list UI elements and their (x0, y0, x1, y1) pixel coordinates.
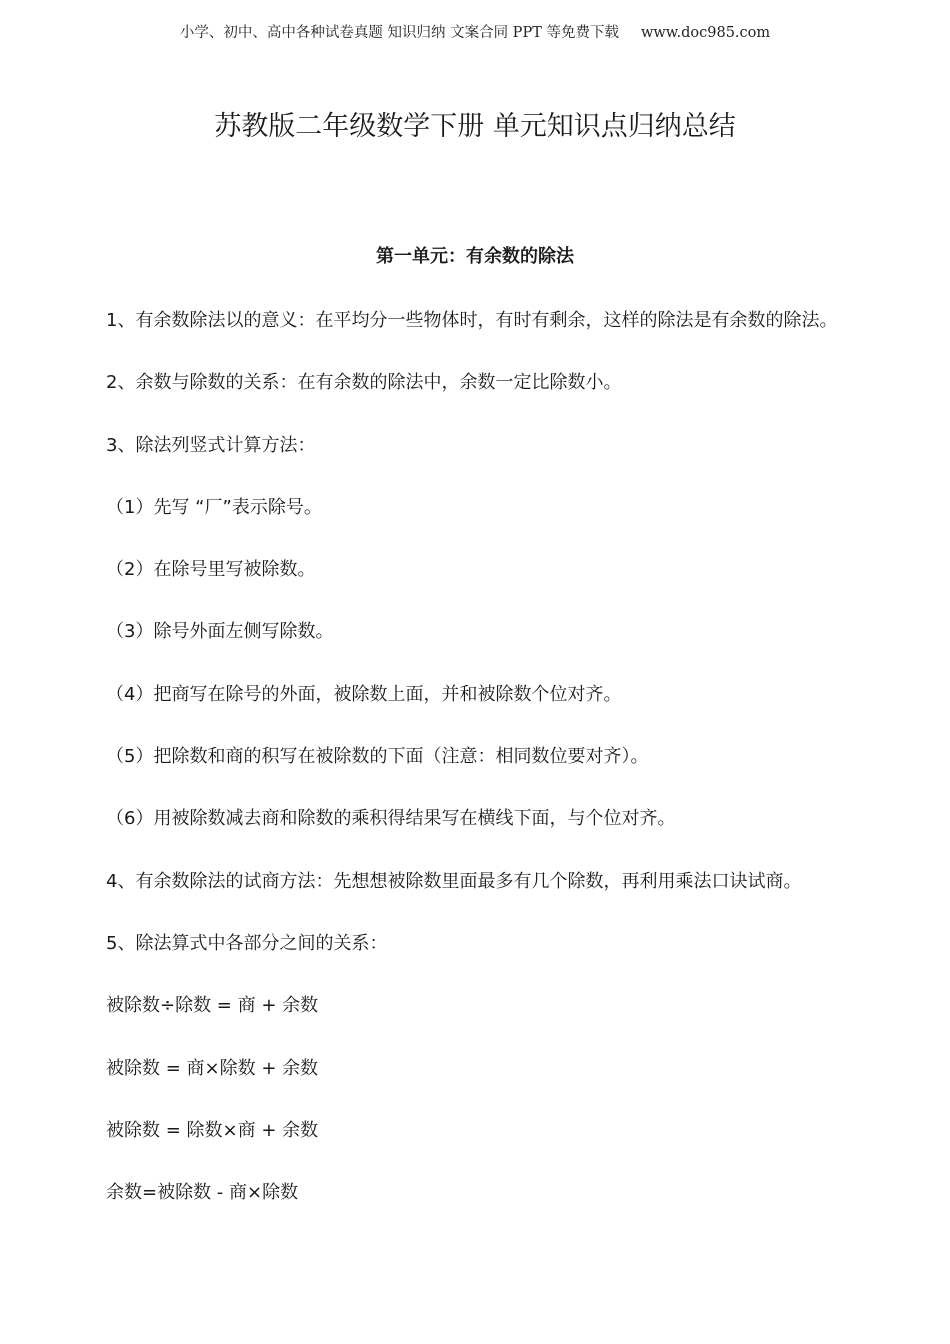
formula-line-3: 被除数 = 除数×商 + 余数 (106, 1119, 319, 1141)
formula-line-1: 被除数÷除数 = 商 + 余数 (106, 995, 319, 1017)
content-line-8: （5）把除数和商的积写在被除数的下面（注意：相同数位要对齐）。 (106, 746, 649, 768)
content-line-4: （1）先写 “厂”表示除号。 (106, 496, 322, 518)
formula-line-4: 余数=被除数 - 商×除数 (106, 1182, 299, 1204)
content-line-10: 4、有余数除法的试商方法：先想想被除数里面最多有几个除数，再利用乘法口诀试商。 (106, 870, 802, 892)
page-header (0, 22, 950, 44)
content-line-7: （4）把商写在除号的外面，被除数上面，并和被除数个位对齐。 (106, 683, 622, 705)
content-line-9: （6）用被除数减去商和除数的乘积得结果写在横线下面，与个位对齐。 (106, 808, 676, 830)
content-line-1: 1、有余数除法以的意义：在平均分一些物体时，有时有剩余，这样的除法是有余数的除法。 (106, 310, 838, 331)
content-line-5: （2）在除号里写被除数。 (106, 559, 316, 581)
header-banner-text: 小学、初中、高中各种试卷真题 知识归纳 文案合同 PPT 等免费下载 (179, 25, 619, 41)
content-line-11: 5、除法算式中各部分之间的关系： (106, 932, 388, 954)
section-title: 第一单元：有余数的除法 (376, 246, 574, 267)
document-title: 苏教版二年级数学下册 单元知识点归纳总结 (214, 111, 736, 142)
content-line-3: 3、除法列竖式计算方法： (106, 434, 316, 456)
formula-line-2: 被除数 = 商×除数 + 余数 (106, 1057, 319, 1079)
content-list (106, 305, 936, 1239)
content-line-2: 2、余数与除数的关系：在有余数的除法中，余数一定比除数小。 (106, 372, 622, 394)
header-site-url: www.doc985.com (640, 25, 771, 41)
content-line-6: （3）除号外面左侧写除数。 (106, 621, 334, 643)
